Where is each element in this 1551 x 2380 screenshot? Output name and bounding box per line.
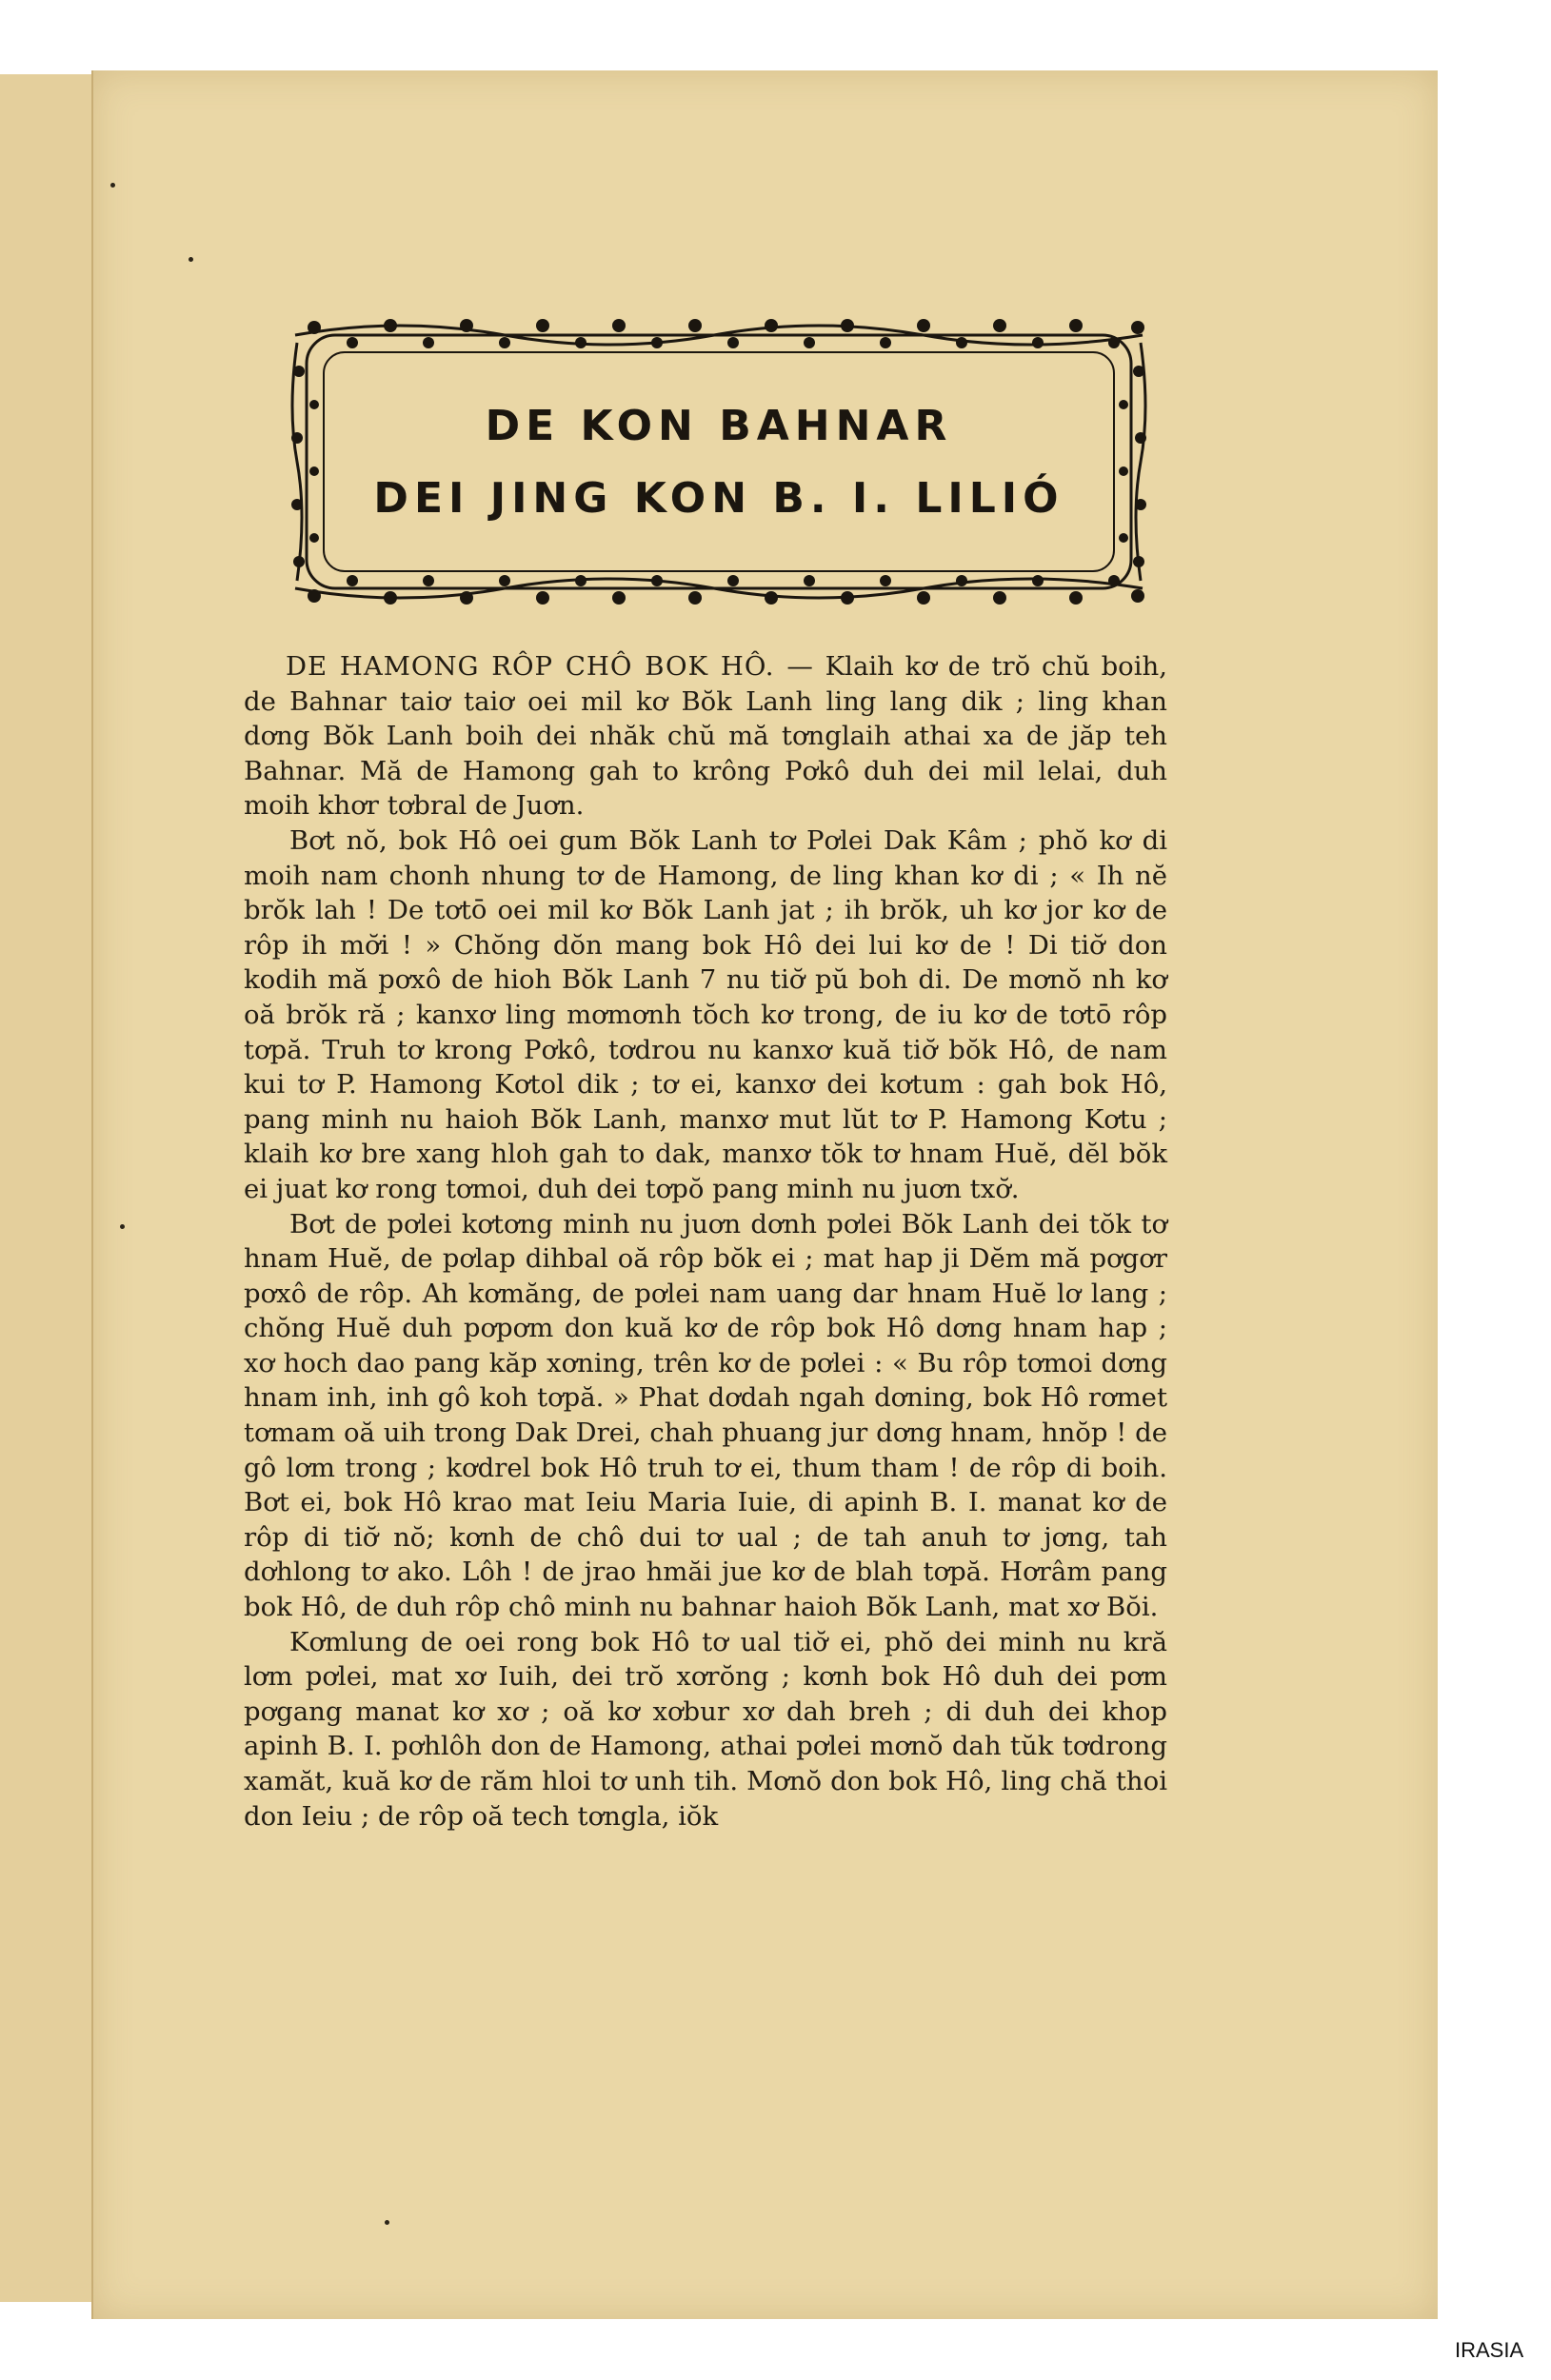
paragraph-1 <box>244 649 1167 823</box>
speck <box>120 1224 125 1229</box>
paragraph-text: Klaih kơ de trŏ chŭ boih, de Bahnar taiơ taiơ oei mil kơ Bŏk Lanh ling lang dik ; ling khan dơng Bŏk Lanh boih dei nhăk chŭ mă tơnglaih athai xa de jăp teh Bahnar. Mă de Hamong gah to krông Pơkô duh dei mil lelai, duh moih khơr tơbral de Juơn. <box>244 651 1167 822</box>
leaf-column-left <box>291 366 319 567</box>
title-line-1: DE KON BAHNAR <box>485 402 953 450</box>
speck <box>385 2220 389 2225</box>
speck <box>189 257 193 262</box>
ornamental-title-frame <box>286 314 1152 609</box>
watermark-label: IRASIA <box>1455 2338 1524 2362</box>
title-line-2: DEI JING KON B. I. LILIÓ <box>373 474 1064 523</box>
section-heading: DE HAMONG RÔP CHÔ BOK HÔ. — <box>286 651 814 682</box>
paragraph-4: Kơmlung de oei rong bok Hô tơ ual tiơ̆ ei, phŏ dei minh nu kră lơm pơlei, mat xơ Iuih, dei trŏ xơrŏng ; kơnh bok Hô duh dei pơm pơgang manat kơ xơ ; oă kơ xơbur xơ dah breh ; di duh dei khop apinh B. I. pơhlôh don de Hamong, athai pơlei mơnŏ dah tŭk tơdrong xamăt, kuă kơ de răm hloi tơ unh tih. Mơnŏ don bok Hô, ling chă thoi don Ieiu ; de rôp oă tech tơngla, iŏk <box>244 1626 1167 1832</box>
speck <box>110 183 115 188</box>
vine-border-ornament <box>286 314 1152 609</box>
paragraph-3: Bơt de pơlei kơtơng minh nu juơn dơnh pơlei Bŏk Lanh dei tŏk tơ hnam Huĕ, de pơlap dihbal oă rôp bŏk ei ; mat hap ji Dĕm mă pơgơr pơxô de rôp. Ah kơmăng, de pơlei nam uang dar hnam Huĕ lơ lang ; chŏng Huĕ duh pơpơm don kuă kơ de rôp bok Hô dơng hnam hap ; xơ hoch dao pang kăp xơning, trên kơ de pơlei : « Bu rôp tơmoi dơng hnam inh, inh gô koh tơpă. » Phat dơdah ngah dơning, bok Hô rơmet tơmam oă uih trong Dak Drei, chah phuang jur dơng hnam, hnŏp ! de gô lơm trong ; kơdrel bok Hô truh tơ ei, thum tham ! de rôp di boih. Bơt ei, bok Hô krao mat Ieiu Maria Iuie, di apinh B. I. manat kơ de rôp di tiơ̆ nŏ; kơnh de chô dui tơ ual ; de tah anuh tơ jơng, tah dơhlong tơ ako. Lôh ! de jrao hmăi jue kơ de blah tơpă. Hơrâm pang bok Hô, de duh rôp chô minh nu bahnar haioh Bŏk Lanh, mat xơ Bŏi. <box>244 1208 1167 1623</box>
article-body <box>244 649 1167 1834</box>
previous-page-edge <box>0 74 93 2302</box>
paragraph-2: Bơt nŏ, bok Hô oei gum Bŏk Lanh tơ Pơlei Dak Kâm ; phŏ kơ di moih nam chonh nhung tơ de Hamong, de ling khan kơ di ; « Ih nĕ brŏk lah ! De tơtō oei mil kơ Bŏk Lanh jat ; ih brŏk, uh kơ jor kơ de rôp ih mơ̆i ! » Chŏng dŏn mang bok Hô dei lui kơ de ! Di tiơ̆ don kodih mă pơxô de hioh Bŏk Lanh 7 nu tiơ̆ pŭ boh di. De mơnŏ nh kơ oă brŏk ră ; kanxơ ling mơmơnh tŏch kơ trong, de iu kơ de tơtō rôp tơpă. Truh tơ krong Pơkô, tơdrou nu kanxơ kuă tiơ̆ bŏk Hô, de nam kui tơ P. Hamong Kơtol dik ; tơ ei, kanxơ dei kơtum : gah bok Hô, pang minh nu haioh Bŏk Lanh, manxơ mut lŭt tơ P. Hamong Kơtu ; klaih kơ bre xang hloh gah to dak, manxơ tŏk tơ hnam Huĕ, dĕl bŏk ei juat kơ rong tơmoi, duh dei tơpŏ pang minh nu juơn txơ̆. <box>244 824 1167 1204</box>
